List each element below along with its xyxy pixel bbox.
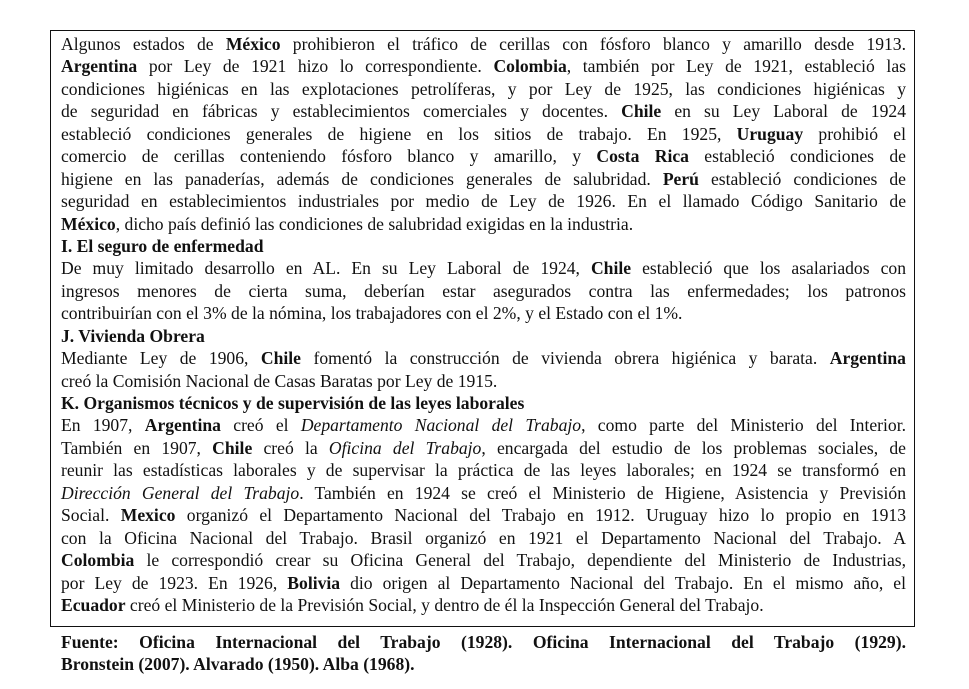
bold-text: Ecuador <box>61 594 126 615</box>
text-line <box>61 302 906 324</box>
bold-text: I. El seguro de enfermedad <box>61 235 264 256</box>
text-line <box>61 527 906 549</box>
text-run: Social. <box>61 505 121 526</box>
text-run: creó la Comisión Nacional de Casas Baratas por Ley de 1915. <box>61 370 498 391</box>
text-run: por Ley de 1923. En 1926, <box>61 572 288 593</box>
text-run: con la Oficina Nacional del Trabajo. Brasil organizó en 1921 el Departamento Nacional del Trabajo. A <box>61 527 906 548</box>
text-line <box>61 572 906 594</box>
text-run: , encargada del estudio de los problemas sociales, de <box>481 437 906 458</box>
text-run: en su Ley Laboral de 1924 <box>661 101 906 122</box>
text-run: prohibió el <box>803 123 906 144</box>
text-run: prohibieron el tráfico de cerillas con fósforo blanco y amarillo desde 1913. <box>280 34 906 54</box>
bold-text: K. Organismos técnicos y de supervisión de las leyes laborales <box>61 393 525 413</box>
text-run: . También en 1924 se creó el Ministerio de Higiene, Asistencia y Previsión <box>299 482 906 503</box>
bold-text: Argentina <box>829 348 906 369</box>
text-run: estableció condiciones generales de higiene en los sitios de trabajo. En 1925, <box>61 123 737 144</box>
bold-text: Mexico <box>120 505 176 526</box>
text-line <box>61 78 906 100</box>
text-line <box>61 414 906 436</box>
text-run: , dicho país definió las condiciones de salubridad exigidas en la industria. <box>115 213 634 234</box>
text-line <box>61 33 906 55</box>
text-run: creó la <box>252 437 329 458</box>
text-run: higiene en las panaderías, además de condiciones generales de salubridad. <box>61 168 663 189</box>
text-run: de seguridad en fábricas y establecimientos comerciales y docentes. <box>61 101 622 122</box>
bold-text: Chile <box>212 437 253 458</box>
text-line <box>61 370 906 392</box>
bold-text: Chile <box>260 348 301 369</box>
bold-text: Colombia <box>61 550 135 571</box>
text-line <box>61 123 906 145</box>
text-run: fomentó la construcción de vivienda obrera higiénica y barata. <box>300 348 830 369</box>
source-line-2: Bronstein (2007). Alvarado (1950). Alba (1968). <box>61 654 415 675</box>
text-run: , también por Ley de 1921, estableció las <box>566 56 906 77</box>
text-line <box>61 594 906 616</box>
text-line <box>61 504 906 526</box>
bold-text: J. Vivienda Obrera <box>61 325 205 346</box>
text-line <box>61 437 906 459</box>
text-line <box>61 145 906 167</box>
text-run: reunir las estadísticas laborales y de supervisar la práctica de las leyes laborales; en 1924 se transformó en <box>61 460 906 481</box>
text-line <box>61 347 906 369</box>
bold-text: México <box>225 34 281 54</box>
text-run: , como parte del Ministerio del Interior. <box>581 415 906 436</box>
text-run: estableció que los asalariados con <box>631 258 906 279</box>
bold-text: Chile <box>621 101 662 122</box>
bold-text: Colombia <box>493 56 567 77</box>
text-line <box>61 482 906 504</box>
text-run: condiciones higiénicas en las explotaciones petrolíferas, y por Ley de 1925, las condiciones higiénicas y <box>61 78 906 99</box>
source-citation <box>61 631 906 676</box>
section-heading <box>61 325 906 347</box>
text-line <box>61 55 906 77</box>
section-heading <box>61 392 906 414</box>
text-run: seguridad en establecimientos industriales por medio de Ley de 1926. En el llamado Código Sanitario de <box>61 191 906 212</box>
text-run: Mediante Ley de 1906, <box>61 348 261 369</box>
section-heading <box>61 235 906 257</box>
text-run: dio origen al Departamento Nacional del Trabajo. En el mismo año, el <box>340 572 906 593</box>
text-line <box>61 168 906 190</box>
text-run: estableció condiciones de <box>688 146 906 167</box>
source-line-1: Fuente: Oficina Internacional del Trabajo (1928). Oficina Internacional del Trabajo (1929). <box>61 632 906 652</box>
text-line <box>61 280 906 302</box>
text-line <box>61 100 906 122</box>
bold-text: Bolivia <box>287 572 341 593</box>
bold-text: Perú <box>662 168 699 189</box>
bold-text: Argentina <box>61 56 138 77</box>
text-line <box>61 190 906 212</box>
text-run: contribuirían con el 3% de la nómina, los trabajadores con el 2%, y el Estado con el 1%. <box>61 303 683 324</box>
text-line <box>61 257 906 279</box>
text-run: Algunos estados de <box>61 34 226 54</box>
text-line <box>61 549 906 571</box>
bold-text: Argentina <box>144 415 221 436</box>
text-run: creó el Ministerio de la Previsión Social, y dentro de él la Inspección General del Trabajo. <box>125 594 764 615</box>
italic-text: Oficina del Trabajo <box>328 437 482 458</box>
text-run: organizó el Departamento Nacional del Trabajo en 1912. Uruguay hizo lo propio en 1913 <box>175 505 906 526</box>
text-run: estableció condiciones de <box>698 168 906 189</box>
italic-text: Dirección General del Trabajo <box>61 482 300 503</box>
bold-text: Uruguay <box>736 123 804 144</box>
bold-text: Chile <box>590 258 632 279</box>
text-run: De muy limitado desarrollo en AL. En su Ley Laboral de 1924, <box>61 258 591 279</box>
text-run: ingresos menores de cierta suma, deberían estar asegurados contra las enfermedades; los patronos <box>61 280 906 301</box>
bold-text: México <box>61 213 116 234</box>
text-run: comercio de cerillas conteniendo fósforo blanco y amarillo, y <box>61 146 597 167</box>
text-run: creó el <box>220 415 301 436</box>
text-run: por Ley de 1921 hizo lo correspondiente. <box>137 56 494 77</box>
bold-text: Costa Rica <box>596 146 689 167</box>
text-run: También en 1907, <box>61 437 213 458</box>
text-line <box>61 213 906 235</box>
document-body <box>61 33 906 616</box>
text-run: le correspondió crear su Oficina General del Trabajo, dependiente del Ministerio de Industrias, <box>134 550 906 571</box>
text-line <box>61 459 906 481</box>
text-run: En 1907, <box>61 415 145 436</box>
italic-text: Departamento Nacional del Trabajo <box>300 415 582 436</box>
